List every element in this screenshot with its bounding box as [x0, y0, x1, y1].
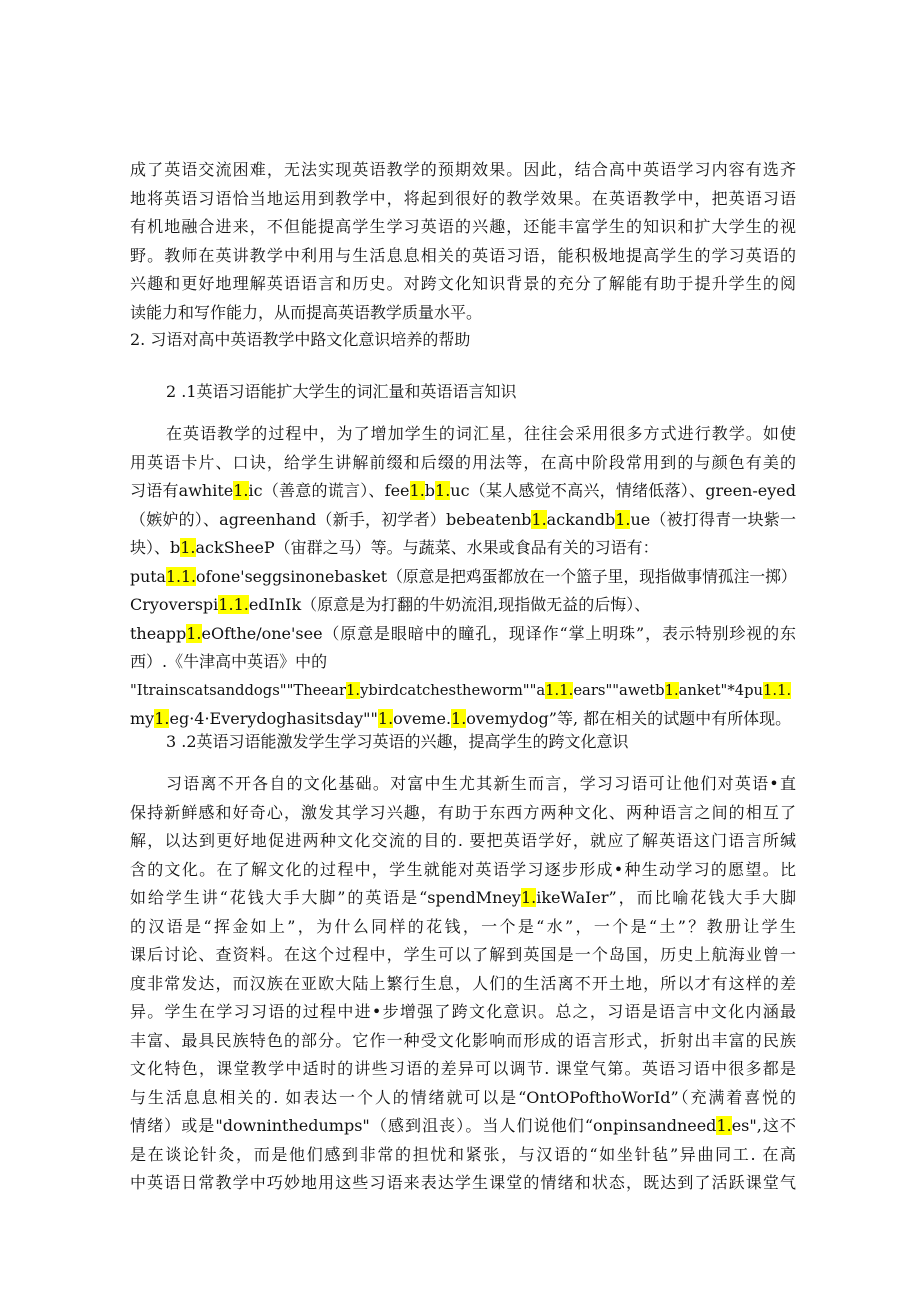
- text-line: theapp1.eOfthe/one'see（原意是眼暗中的瞳孔，现译作“掌上明珠”，表示特别珍视的东: [130, 623, 796, 643]
- text-line: 丰富、最具民族特色的部分。它作一种受文化影响而形成的语言形式，折射出丰富的民族: [130, 1030, 796, 1050]
- highlight-mark: 1.1.: [545, 681, 574, 699]
- text-line: 度非常发达，而汉族在亚欧大陆上繁行生息，人们的生活离不开土地，所以才有这样的差: [130, 973, 796, 993]
- section-heading-2: 2. 习语对高中英语教学中路文化意识培养的帮助: [130, 330, 471, 349]
- text-line: "Itrainscatsanddogs""Theear1.ybirdcatchestheworm""a1.1.ears""awetb1.anket"*4pu1.1.: [130, 681, 792, 699]
- text-line: 兴趣和更好地理解英语语言和历史。对跨文化知识背景的充分了解能有助于提升学生的阅: [130, 274, 796, 293]
- highlight-mark: 1.: [186, 623, 202, 643]
- intro-paragraph: [130, 156, 796, 327]
- highlight-mark: 1.: [377, 709, 394, 728]
- text-line: 习语有awhite1.ic（善意的谎言）、fee1.b1.uc（某人感觉不高兴，情绪低落）、green-eyed: [130, 481, 796, 500]
- subsection-heading-2-2: 3 .2英语习语能激发学生学习英语的兴趣，提高学生的跨文化意识: [166, 732, 629, 751]
- subsection-heading-2-1: 2 .1英语习语能扩大学生的词汇量和英语语言知识: [166, 382, 517, 401]
- text-line: 读能力和写作能力，从而提高英语教学质量水平。: [130, 302, 483, 322]
- highlight-mark: 1.1.: [763, 681, 792, 699]
- idioms-interest-paragraph: [130, 770, 796, 1198]
- text-line: 是在谈论针灸，而是他们感到非常的担忧和紧张，与汉语的“如坐针毡”异曲同工. 在高: [130, 1144, 796, 1164]
- highlight-mark: 1.: [180, 538, 196, 557]
- highlight-mark: 1.: [664, 681, 679, 699]
- highlight-mark: 1.: [451, 709, 467, 728]
- text-line: 与生活息息相关的. 如表达一个人的情绪就可以是“OntOPofthoWorId”（充满着喜悦的: [130, 1087, 796, 1107]
- text-line: 习语离不开各自的文化基础。对富中生尤其新生而言，学习习语可让他们对英语•直: [166, 774, 796, 793]
- text-line: Cryoverspi1.1.edInIk（原意是为打翻的牛奶流泪,现指做无益的后悔）、: [130, 595, 651, 614]
- idioms-vocabulary-paragraph: [130, 420, 796, 734]
- text-line: 在英语教学的过程中，为了增加学生的词汇星，往往会采用很多方式进行教学。如使: [166, 424, 796, 443]
- highlight-mark: 1.: [435, 481, 451, 500]
- text-line: 含的文化。在了解文化的过程中，学生就能对英语学习逐步形成•种生动学习的愿望。比: [130, 859, 796, 879]
- text-line: 有机地融合进来，不但能提高学生学习英语的兴趣，还能丰富学生的知识和扩大学生的视: [130, 217, 796, 236]
- text-line: （嫉妒的）、agreenhand（新手，初学者）bebeatenb1.ackandb1.ue（被打得青一块紫一: [130, 509, 796, 529]
- highlight-mark: 1.: [531, 509, 547, 529]
- text-line: 情绪）或是"downinthedumps"（感到沮丧）。当人们说他们“onpinsandneed1.es",这不: [130, 1116, 796, 1135]
- highlight-mark: 1.1.: [165, 566, 197, 586]
- text-line: 用英语卡片、口诀，给学生讲解前缀和后缀的用法等，在高中阶段常用到的与颜色有美的: [130, 452, 796, 472]
- text-line: 保持新鲜感和好奇心，激发其学习兴趣，有助于东西方两种文化、两种语言之间的相互了: [130, 802, 796, 822]
- text-line: my1.eg·4·Everydoghasitsday""1.oveme.1.ovemydog”等, 都在相关的试题中有所体现。: [130, 709, 792, 728]
- text-line: puta1.1.ofone'seggsinonebasket（原意是把鸡蛋都放在一个篮子里，现指做事情孤注一掷）: [130, 566, 797, 586]
- highlight-mark: 1.1.: [218, 595, 249, 614]
- text-line: 地将英语习语恰当地运用到教学中，将起到很好的教学效果。在英语教学中，把英语习语: [130, 188, 796, 208]
- text-line: 成了英语交流困难，无法实现英语教学的预期效果。因此，结合高中英语学习内容有选齐: [130, 160, 796, 179]
- text-line: 解，以达到更好地促进两种文化交流的目的. 要把英语学好，就应了解英语这门语言所缄: [130, 831, 796, 850]
- text-line: 异。学生在学习习语的过程中进•步增强了跨文化意识。总之，习语是语言中文化内涵最: [130, 1002, 796, 1021]
- highlight-mark: 1.: [409, 481, 425, 500]
- text-line: 块）、b1.ackSheeP（宙群之马）等。与蔬菜、水果或食品有关的习语有：: [130, 538, 659, 557]
- text-line: 西）.《牛津高中英语》中的: [130, 652, 328, 671]
- text-line: 中英语日常教学中巧妙地用这些习语来表达学生课堂的情绪和状态，既达到了活跃课堂气: [130, 1173, 796, 1192]
- highlight-mark: 1.: [716, 1116, 732, 1135]
- highlight-mark: 1.: [346, 681, 361, 699]
- highlight-mark: 1.: [233, 481, 249, 500]
- text-line: 的汉语是“挥金如上”，为什么同样的花钱，一个是“水”，一个是“土”？教册让学生: [130, 916, 796, 936]
- text-line: 课后讨论、查资料。在这个过程中，学生可以了解到英国是一个岛国，历史上航海业曾一: [130, 945, 796, 964]
- text-line: 野。教师在英讲教学中利用与生活息息相关的英语习语，能积极地提高学生的学习英语的: [130, 245, 796, 265]
- highlight-mark: 1.: [154, 709, 170, 728]
- text-line: 如给学生讲“花钱大手大脚”的英语是“spendMney1.ikeWaIer”，而比喻花钱大手大脚: [130, 888, 796, 907]
- text-line: 文化特色，课堂教学中适时的讲些习语的差异可以调节. 课堂气第。英语习语中很多都是: [130, 1059, 796, 1078]
- highlight-mark: 1.: [520, 888, 537, 907]
- highlight-mark: 1.: [615, 509, 631, 529]
